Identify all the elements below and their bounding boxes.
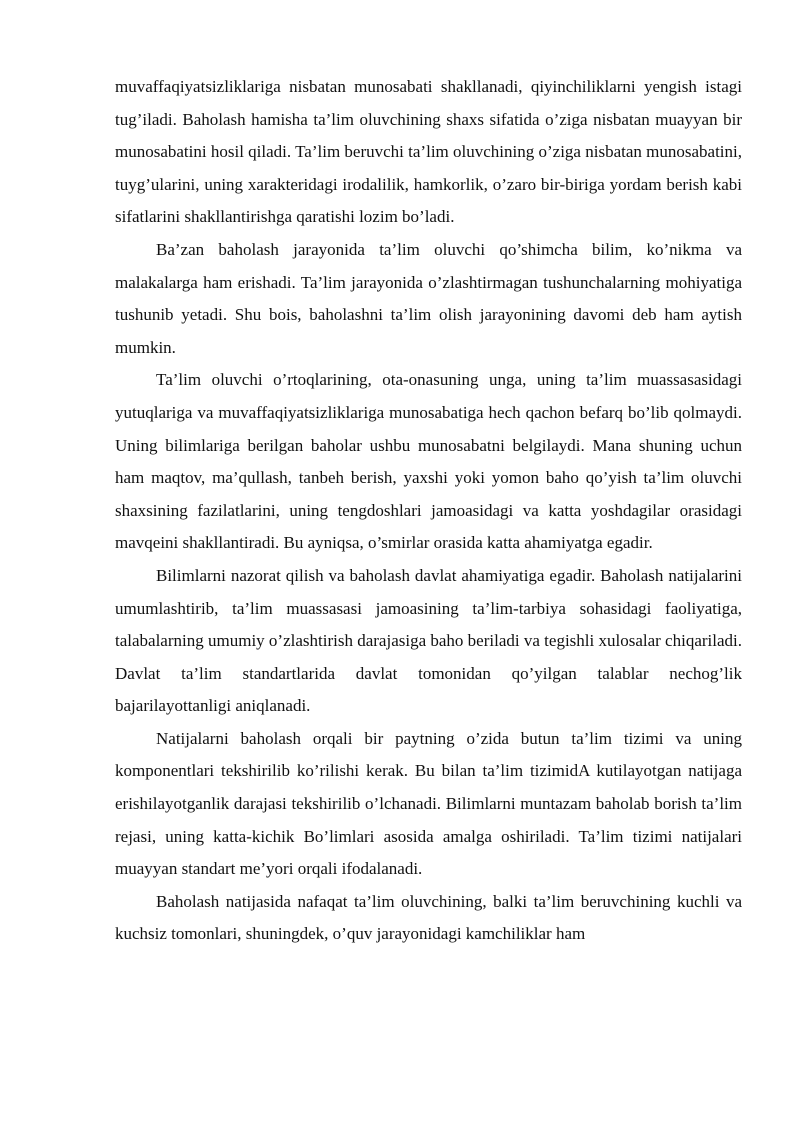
paragraph-2: Ba’zan baholash jarayonida ta’lim oluvchi qo’shimcha bilim, ko’nikma va malakalarga ham erishadi. Ta’lim jarayonida o’zlashtirmagan tushunchalarning mohiyatiga tushunib yetadi. Shu bois, baholashni ta’lim olish jarayonining davomi deb ham aytish mumkin. [115, 239, 742, 357]
paragraph-1: muvaffaqiyatsizliklariga nisbatan munosabati shakllanadi, qiyinchiliklarni yengish istagi tug’iladi. Baholash hamisha ta’lim oluvchining shaxs sifatida o’ziga nisbatan muayyan bir munosabatini hosil qiladi. Ta’lim beruvchi ta’lim oluvchining o’ziga nisbatan munosabatini, tuyg’ularini, uning xarakteridagi irodalilik, hamkorlik, o’zaro bir-biriga yordam berish kabi sifatlarini shakllantirishga qaratishi lozim bo’ladi. [115, 77, 742, 227]
paragraph-3: Ta’lim oluvchi o’rtoqlarining, ota-onasuning unga, uning ta’lim muassasasidagi yutuqlariga va muvaffaqiyatsizliklariga munosabatiga hech qachon befarq bo’lib qolmaydi. Uning bilimlariga berilgan baholar ushbu munosabatni belgilaydi. Mana shuning uchun ham maqtov, ma’qullash, tanbeh berish, yaxshi yoki yomon baho qo’yish ta’lim oluvchi shaxsining fazilatlarini, uning tengdoshlari jamoasidagi va katta yoshdagilar orasidagi mavqeini shakllantiradi. Bu ayniqsa, o’smirlar orasida katta ahamiyatga egadir. [115, 370, 742, 553]
document-body [115, 71, 742, 951]
paragraph-5: Natijalarni baholash orqali bir paytning o’zida butun ta’lim tizimi va uning komponentlari tekshirilib ko’rilishi kerak. Bu bilan ta’lim tizimidA kutilayotgan natijaga erishilayotganlik darajasi tekshirilib o’lchanadi. Bilimlarni muntazam baholab borish ta’lim rejasi, uning katta-kichik Bo’limlari asosida amalga oshiriladi. Ta’lim tizimi natijalari muayyan standart me’yori orqali ifodalanadi. [115, 728, 742, 879]
paragraph-6: Baholash natijasida nafaqat ta’lim oluvchining, balki ta’lim beruvchining kuchli va kuchsiz tomonlari, shuningdek, o’quv jarayonidagi kamchiliklar ham [115, 891, 742, 944]
paragraph-4: Bilimlarni nazorat qilish va baholash davlat ahamiyatiga egadir. Baholash natijalarini umumlashtirib, ta’lim muassasasi jamoasining ta’lim-tarbiya sohasidagi faoliyatiga, talabalarning umumiy o’zlashtirish darajasiga baho beriladi va tegishli xulosalar chiqariladi. Davlat ta’lim standartlarida davlat tomonidan qo’yilgan talablar nechog’lik bajarilayottanligi aniqlanadi. [115, 565, 742, 716]
